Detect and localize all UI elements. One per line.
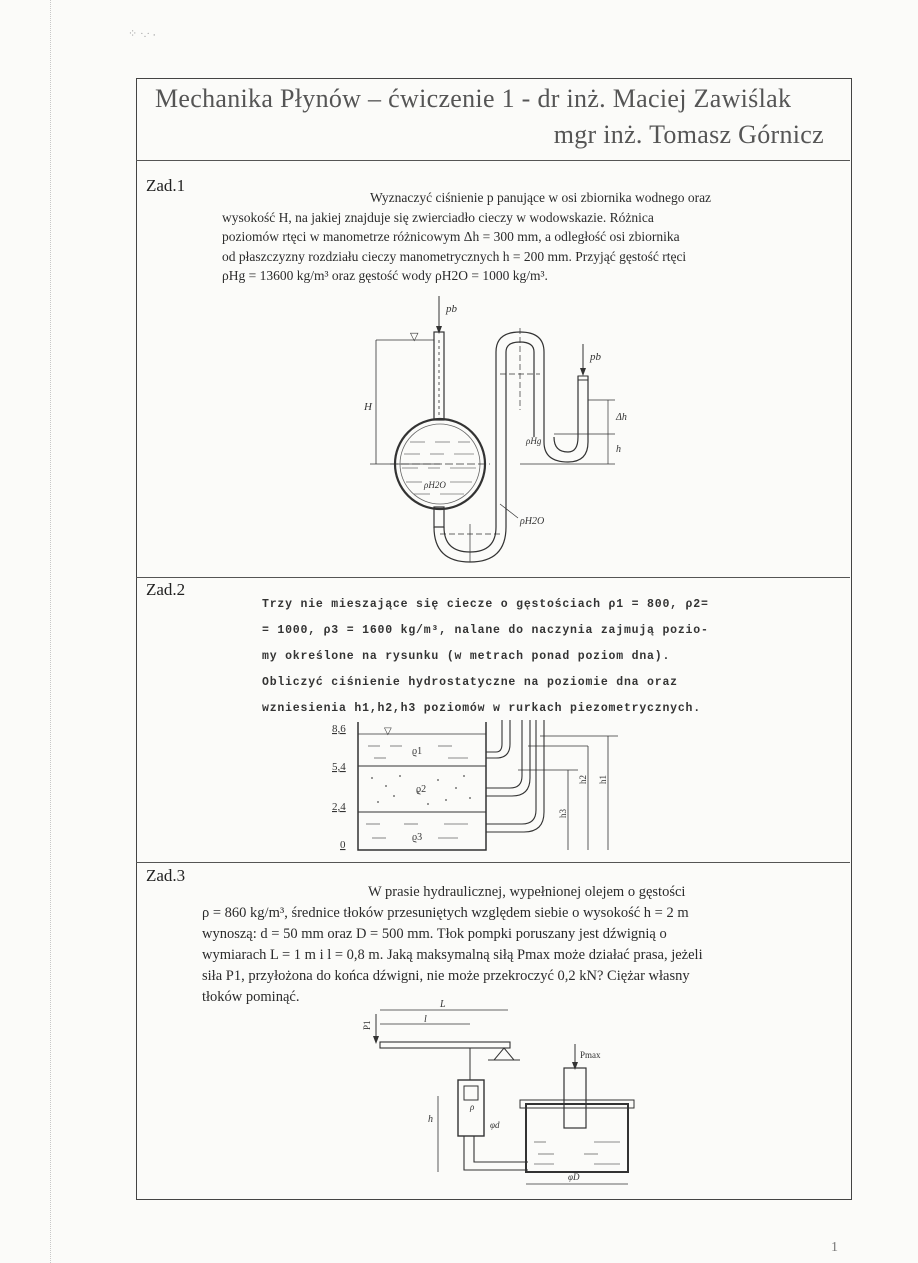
u-tube-inner xyxy=(444,352,496,552)
dh-label: Δh xyxy=(616,412,627,423)
hg-u-inner xyxy=(554,376,578,452)
d-label: φd xyxy=(490,1120,500,1130)
zad3-line-1: W prasie hydraulicznej, wypełnionej olejem o gęstości xyxy=(368,884,686,900)
zad2-text xyxy=(262,592,742,722)
connecting-pipe xyxy=(464,1136,528,1170)
rho-h2o-leader xyxy=(500,504,518,518)
P1-label: P1 xyxy=(362,1020,372,1030)
hg-open-end xyxy=(578,376,588,380)
divider-zad1 xyxy=(136,577,850,578)
zad3-line-3: wynoszą: d = 50 mm oraz D = 500 mm. Tłok pompki poruszany jest dźwignią o xyxy=(202,926,667,942)
rho-label: ρ xyxy=(470,1102,475,1112)
Pmax-label: Pmax xyxy=(580,1050,601,1060)
rho2-label: ϱ2 xyxy=(416,784,427,795)
page-title: Mechanika Płynów – ćwiczenie 1 - dr inż. Maciej Zawiślak xyxy=(155,84,792,113)
zad2-line-5: wzniesienia h1,h2,h3 poziomów w rurkach piezometrycznych. xyxy=(262,702,701,715)
scan-speck: ⁘ ·.· ⸳ xyxy=(128,28,156,40)
zad1-line-5: ρHg = 13600 kg/m³ oraz gęstość wody ρH2O = 1000 kg/m³. xyxy=(222,268,548,283)
zad1-figure xyxy=(340,292,660,572)
page-subtitle: mgr inż. Tomasz Górnicz xyxy=(553,120,824,149)
page-number: 1 xyxy=(831,1240,838,1255)
lever-pivot xyxy=(494,1048,514,1060)
tube-3 xyxy=(486,720,544,832)
oil-hatch xyxy=(534,1142,620,1164)
level-0: 0 xyxy=(340,839,346,851)
press-piston xyxy=(564,1068,586,1128)
pb-arrow-head xyxy=(436,326,442,334)
zad3-line-6: tłoków pominąć. xyxy=(202,989,300,1005)
pump-piston xyxy=(464,1086,478,1100)
pb-right-label: pb xyxy=(590,351,601,363)
divider-zad2 xyxy=(136,862,850,863)
divider-header xyxy=(136,160,850,161)
level-8-6: 8,6 xyxy=(332,723,346,735)
zad2-line-2: = 1000, ρ3 = 1600 kg/m³, nalane do naczynia zajmują pozio- xyxy=(262,624,709,637)
level-mark: ▽ xyxy=(410,331,419,343)
rho3-label: ϱ3 xyxy=(412,832,423,843)
h2-label: h2 xyxy=(578,775,588,784)
zad2-line-4: Obliczyć ciśnienie hydrostatyczne na poziomie dna oraz xyxy=(262,676,678,689)
zad1-line-4: od płaszczyzny rozdziału cieczy manometrycznych h = 200 mm. Przyjąć gęstość rtęci xyxy=(222,248,687,264)
zad1-line-1: Wyznaczyć ciśnienie p panujące w osi zbiornika wodnego oraz xyxy=(370,190,712,205)
hg-u-outer xyxy=(544,376,588,462)
zad1-line-2: wysokość H, na jakiej znajduje się zwierciadło cieczy w wodowskazie. Różnica xyxy=(222,209,654,225)
zad2-label: Zad.2 xyxy=(146,580,186,599)
pb-top-label: pb xyxy=(446,303,457,315)
h1-label: h1 xyxy=(598,775,608,784)
zad1-label: Zad.1 xyxy=(146,176,186,195)
L-label: L xyxy=(440,999,446,1010)
H-label: H xyxy=(364,401,372,413)
rho1-label: ϱ1 xyxy=(412,746,423,757)
zad2-line-3: my określone na rysunku (w metrach ponad poziom dna). xyxy=(262,650,671,663)
zad2-figure xyxy=(328,716,628,856)
zad2-line-1: Trzy nie mieszające się ciecze o gęstościach ρ1 = 800, ρ2= xyxy=(262,598,709,611)
zad1-text xyxy=(222,188,768,286)
zad3-label: Zad.3 xyxy=(146,866,186,885)
press-tank xyxy=(526,1104,628,1172)
h-label: h xyxy=(428,1114,433,1125)
pb-right-head xyxy=(580,368,586,376)
P1-head xyxy=(373,1036,379,1044)
lever xyxy=(380,1042,510,1048)
level-2-4: 2,4 xyxy=(332,801,346,813)
rho-h2o-inside-label: ρH2O xyxy=(424,480,446,490)
zad3-line-5: siła P1, przyłożona do końca dźwigni, nie może przekroczyć 0,2 kN? Ciężar własny xyxy=(202,968,690,984)
rho-hg-label: ρHg xyxy=(526,436,542,446)
D-label: φD xyxy=(568,1172,580,1182)
tube-1 xyxy=(486,720,510,758)
zad3-line-4: wymiarach L = 1 m i l = 0,8 m. Jaką maksymalną siłą Pmax może działać prasa, jeżeli xyxy=(202,947,703,963)
h-label: h xyxy=(616,444,621,455)
level-5-4: 5,4 xyxy=(332,761,346,773)
zad3-figure xyxy=(358,996,648,1192)
margin-guide-line xyxy=(50,0,51,1263)
zad3-text xyxy=(202,882,774,1008)
Pmax-head xyxy=(572,1062,578,1070)
h3-label: h3 xyxy=(558,809,568,818)
l-label: l xyxy=(424,1014,427,1025)
zad3-line-2: ρ = 860 kg/m³, średnice tłoków przesuniętych względem siebie o wysokość h = 2 m xyxy=(202,905,689,921)
zad1-line-3: poziomów rtęci w manometrze różnicowym Δh = 300 mm, a odległość osi zbiornika xyxy=(222,229,680,244)
surface-mark: ▽ xyxy=(384,726,392,737)
rho-h2o-out-label: ρH2O xyxy=(520,516,545,527)
